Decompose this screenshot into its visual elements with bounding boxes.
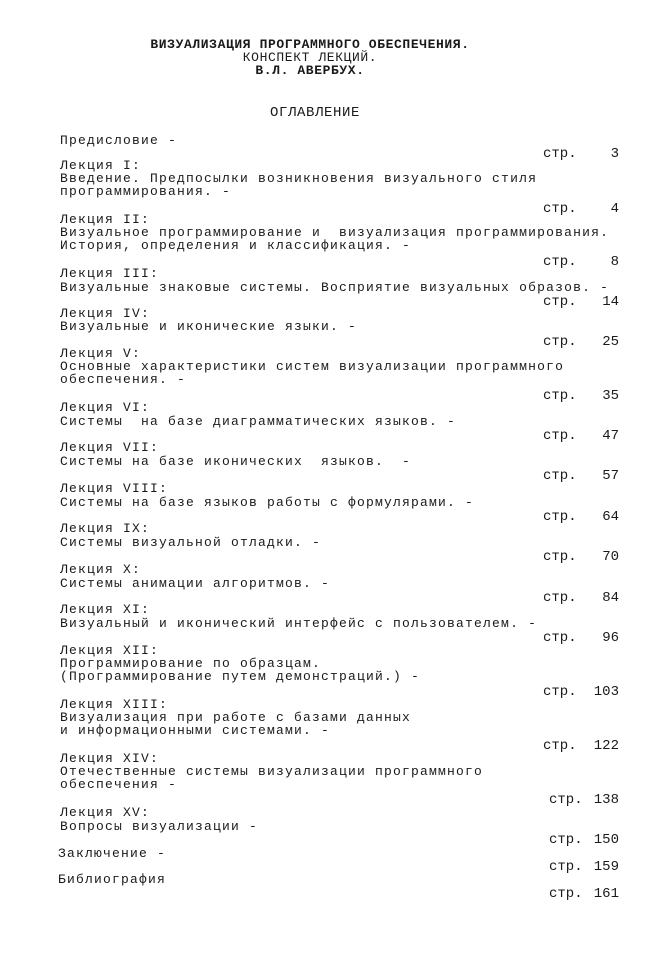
page-number: 64 [602,509,619,525]
page-label: стр. [543,388,577,404]
lecture-heading: Лекция X: [60,562,142,577]
page-label: стр. [543,254,577,270]
page-number: 138 [593,792,619,808]
page-reference [543,685,619,699]
entry-title-line: (Программирование путем демонстраций.) - [60,669,421,684]
page-number: 3 [610,146,619,162]
page-reference [543,295,619,309]
entry-title-line: и информационными системами. - [60,723,331,738]
lecture-heading: Лекция II: [60,212,151,227]
lecture-heading: Лекция I: [60,158,142,173]
entry-title-line: Системы анимации алгоритмов. - [60,576,331,591]
page-number: 8 [610,254,619,270]
page-label: стр. [549,886,583,902]
lecture-heading: Лекция III: [60,266,160,281]
lecture-heading: Лекция IV: [60,306,151,321]
page-number: 84 [602,590,619,606]
page-reference [543,591,619,605]
page-number: 96 [602,630,619,646]
entry-title-line: Предисловие - [60,133,178,148]
page-reference [549,887,619,901]
page-label: стр. [543,630,577,646]
lecture-heading: Лекция XIV: [60,751,160,766]
entry-title-line: История, определения и классификация. - [60,238,412,253]
lecture-heading: Лекция VIII: [60,481,169,496]
lecture-heading: Лекция XIII: [60,697,169,712]
page-number: 4 [610,201,619,217]
entry-title-line: Системы на базе диаграмматических языков. - [60,414,457,429]
page-number: 57 [602,468,619,484]
page-reference [549,793,619,807]
page-label: стр. [543,334,577,350]
entry-title-line: Вопросы визуализации - [60,819,259,834]
page-number: 35 [602,388,619,404]
page-number: 70 [602,549,619,565]
page-label: стр. [543,468,577,484]
page-number: 47 [602,428,619,444]
entry-title-line: Системы на базе языков работы с формулярами. - [60,495,475,510]
entry-title-line: Визуальный и иконический интерфейс с пользователем. - [60,616,538,631]
page-label: стр. [543,201,577,217]
lecture-heading: Лекция VII: [60,440,160,455]
entry-title-line: Визуальные и иконические языки. - [60,319,358,334]
page-reference [543,469,619,483]
entry-title-line: обеспечения - [60,777,178,792]
page-label: стр. [543,509,577,525]
page-reference [543,739,619,753]
entry-title-line: Отечественные системы визуализации программного [60,764,484,779]
toc-title: ОГЛАВЛЕНИЕ [269,105,360,121]
page-reference [543,202,619,216]
entry-title-line: Визуальные знаковые системы. Восприятие визуальных образов. - [60,280,610,295]
page-label: стр. [543,684,577,700]
page-number: 159 [593,859,619,875]
page-reference [543,550,619,564]
page-label: стр. [549,792,583,808]
page-label: стр. [543,590,577,606]
entry-title-line: Введение. Предпосылки возникновения визуального стиля [60,171,538,186]
entry-title-line: программирования. - [60,184,232,199]
page-label: стр. [543,549,577,565]
page-number: 103 [593,684,619,700]
page-reference [549,833,619,847]
entry-title-line: Основные характеристики систем визуализации программного [60,359,565,374]
entry-title-line: Библиография [58,872,167,887]
page-number: 161 [593,886,619,902]
page-reference [543,389,619,403]
entry-title-line: обеспечения. - [60,372,187,387]
lecture-heading: Лекция V: [60,346,142,361]
entry-title-line: Системы на базе иконических языков. - [60,454,412,469]
page-reference [543,510,619,524]
page-reference [549,860,619,874]
page-reference [543,255,619,269]
lecture-heading: Лекция XI: [60,602,151,617]
page-label: стр. [543,146,577,162]
page-label: стр. [549,859,583,875]
page-number: 150 [593,832,619,848]
lecture-heading: Лекция XV: [60,805,151,820]
entry-title-line: Визуализация при работе с базами данных [60,710,412,725]
entry-title-line: Программирование по образцам. [60,656,322,671]
entry-title-line: Заключение - [58,846,167,861]
page-reference [543,429,619,443]
lecture-heading: Лекция IX: [60,521,151,536]
document-author: В.Л. АВЕРБУХ. [255,63,365,78]
page-number: 14 [602,294,619,310]
page-label: стр. [549,832,583,848]
page-number: 122 [593,738,619,754]
lecture-heading: Лекция VI: [60,400,151,415]
page-number: 25 [602,334,619,350]
page-label: стр. [543,738,577,754]
page-reference [543,631,619,645]
entry-title-line: Визуальное программирование и визуализация программирования. [60,225,610,240]
page-reference [543,335,619,349]
document-subtitle: КОНСПЕКТ ЛЕКЦИЙ. [242,50,378,65]
page-reference [543,147,619,161]
lecture-heading: Лекция XII: [60,643,160,658]
page-label: стр. [543,428,577,444]
page-label: стр. [543,294,577,310]
document-title: ВИЗУАЛИЗАЦИЯ ПРОГРАММНОГО ОБЕСПЕЧЕНИЯ. [150,37,470,52]
entry-title-line: Системы визуальной отладки. - [60,535,322,550]
